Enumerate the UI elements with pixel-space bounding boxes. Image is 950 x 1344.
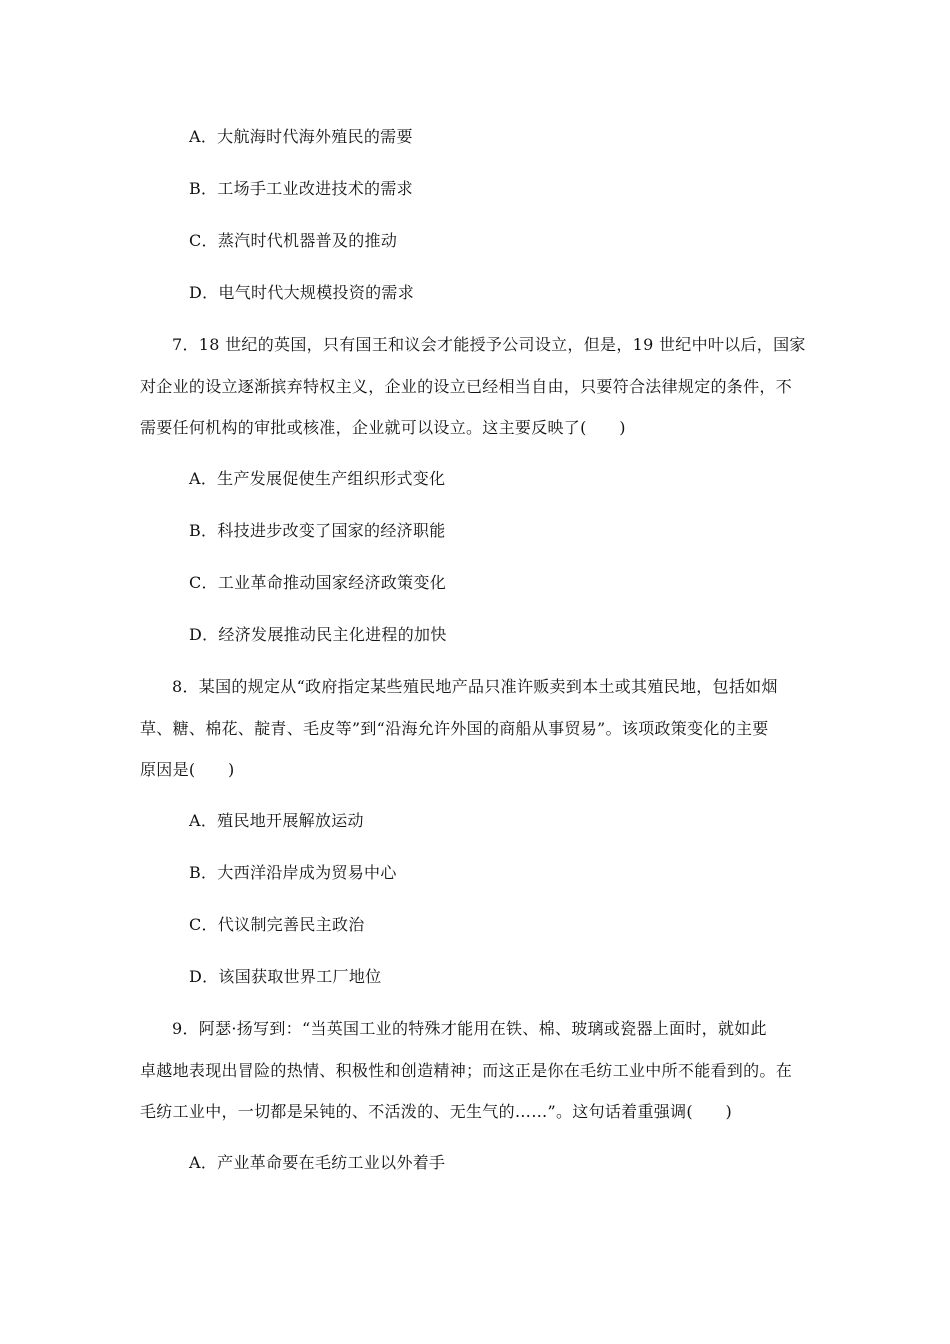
q7-stem-line-1: 7．18 世纪的英国，只有国王和议会才能授予公司设立，但是，19 世纪中叶以后，国家 [172,335,806,354]
q9-stem-line-1: 9．阿瑟·扬写到：“当英国工业的特殊才能用在铁、棉、玻璃或瓷器上面时，就如此 [172,1019,767,1038]
q8-option-a: A．殖民地开展解放运动 [189,811,364,830]
q8-option-b: B．大西洋沿岸成为贸易中心 [189,863,397,882]
q7-stem-line-3: 需要任何机构的审批或核准，企业就可以设立。这主要反映了( ) [140,418,626,437]
q9-option-a: A．产业革命要在毛纺工业以外着手 [189,1153,446,1172]
q7-stem-line-2: 对企业的设立逐渐摈弃特权主义，企业的设立已经相当自由，只要符合法律规定的条件，不 [140,377,793,396]
q6-option-c: C．蒸汽时代机器普及的推动 [189,231,398,250]
q9-stem-line-3: 毛纺工业中，一切都是呆钝的、不活泼的、无生气的……”。这句话着重强调( ) [140,1102,733,1121]
q8-stem-line-1: 8．某国的规定从“政府指定某些殖民地产品只准许贩卖到本土或其殖民地，包括如烟 [172,677,778,696]
q7-option-d: D．经济发展推动民主化进程的加快 [189,625,447,644]
q6-option-d: D．电气时代大规模投资的需求 [189,283,415,302]
q7-option-b: B．科技进步改变了国家的经济职能 [189,521,446,540]
q7-option-a: A．生产发展促使生产组织形式变化 [189,469,446,488]
q8-option-c: C．代议制完善民主政治 [189,915,365,934]
q8-option-d: D．该国获取世界工厂地位 [189,967,382,986]
q7-option-c: C．工业革命推动国家经济政策变化 [189,573,447,592]
q8-stem-line-3: 原因是( ) [140,760,235,779]
q8-stem-line-2: 草、糖、棉花、靛青、毛皮等”到“沿海允许外国的商船从事贸易”。该项政策变化的主要 [140,719,769,738]
q6-option-b: B．工场手工业改进技术的需求 [189,179,413,198]
q9-stem-line-2: 卓越地表现出冒险的热情、积极性和创造精神；而这正是你在毛纺工业中所不能看到的。在 [140,1061,793,1080]
q6-option-a: A．大航海时代海外殖民的需要 [189,127,413,146]
